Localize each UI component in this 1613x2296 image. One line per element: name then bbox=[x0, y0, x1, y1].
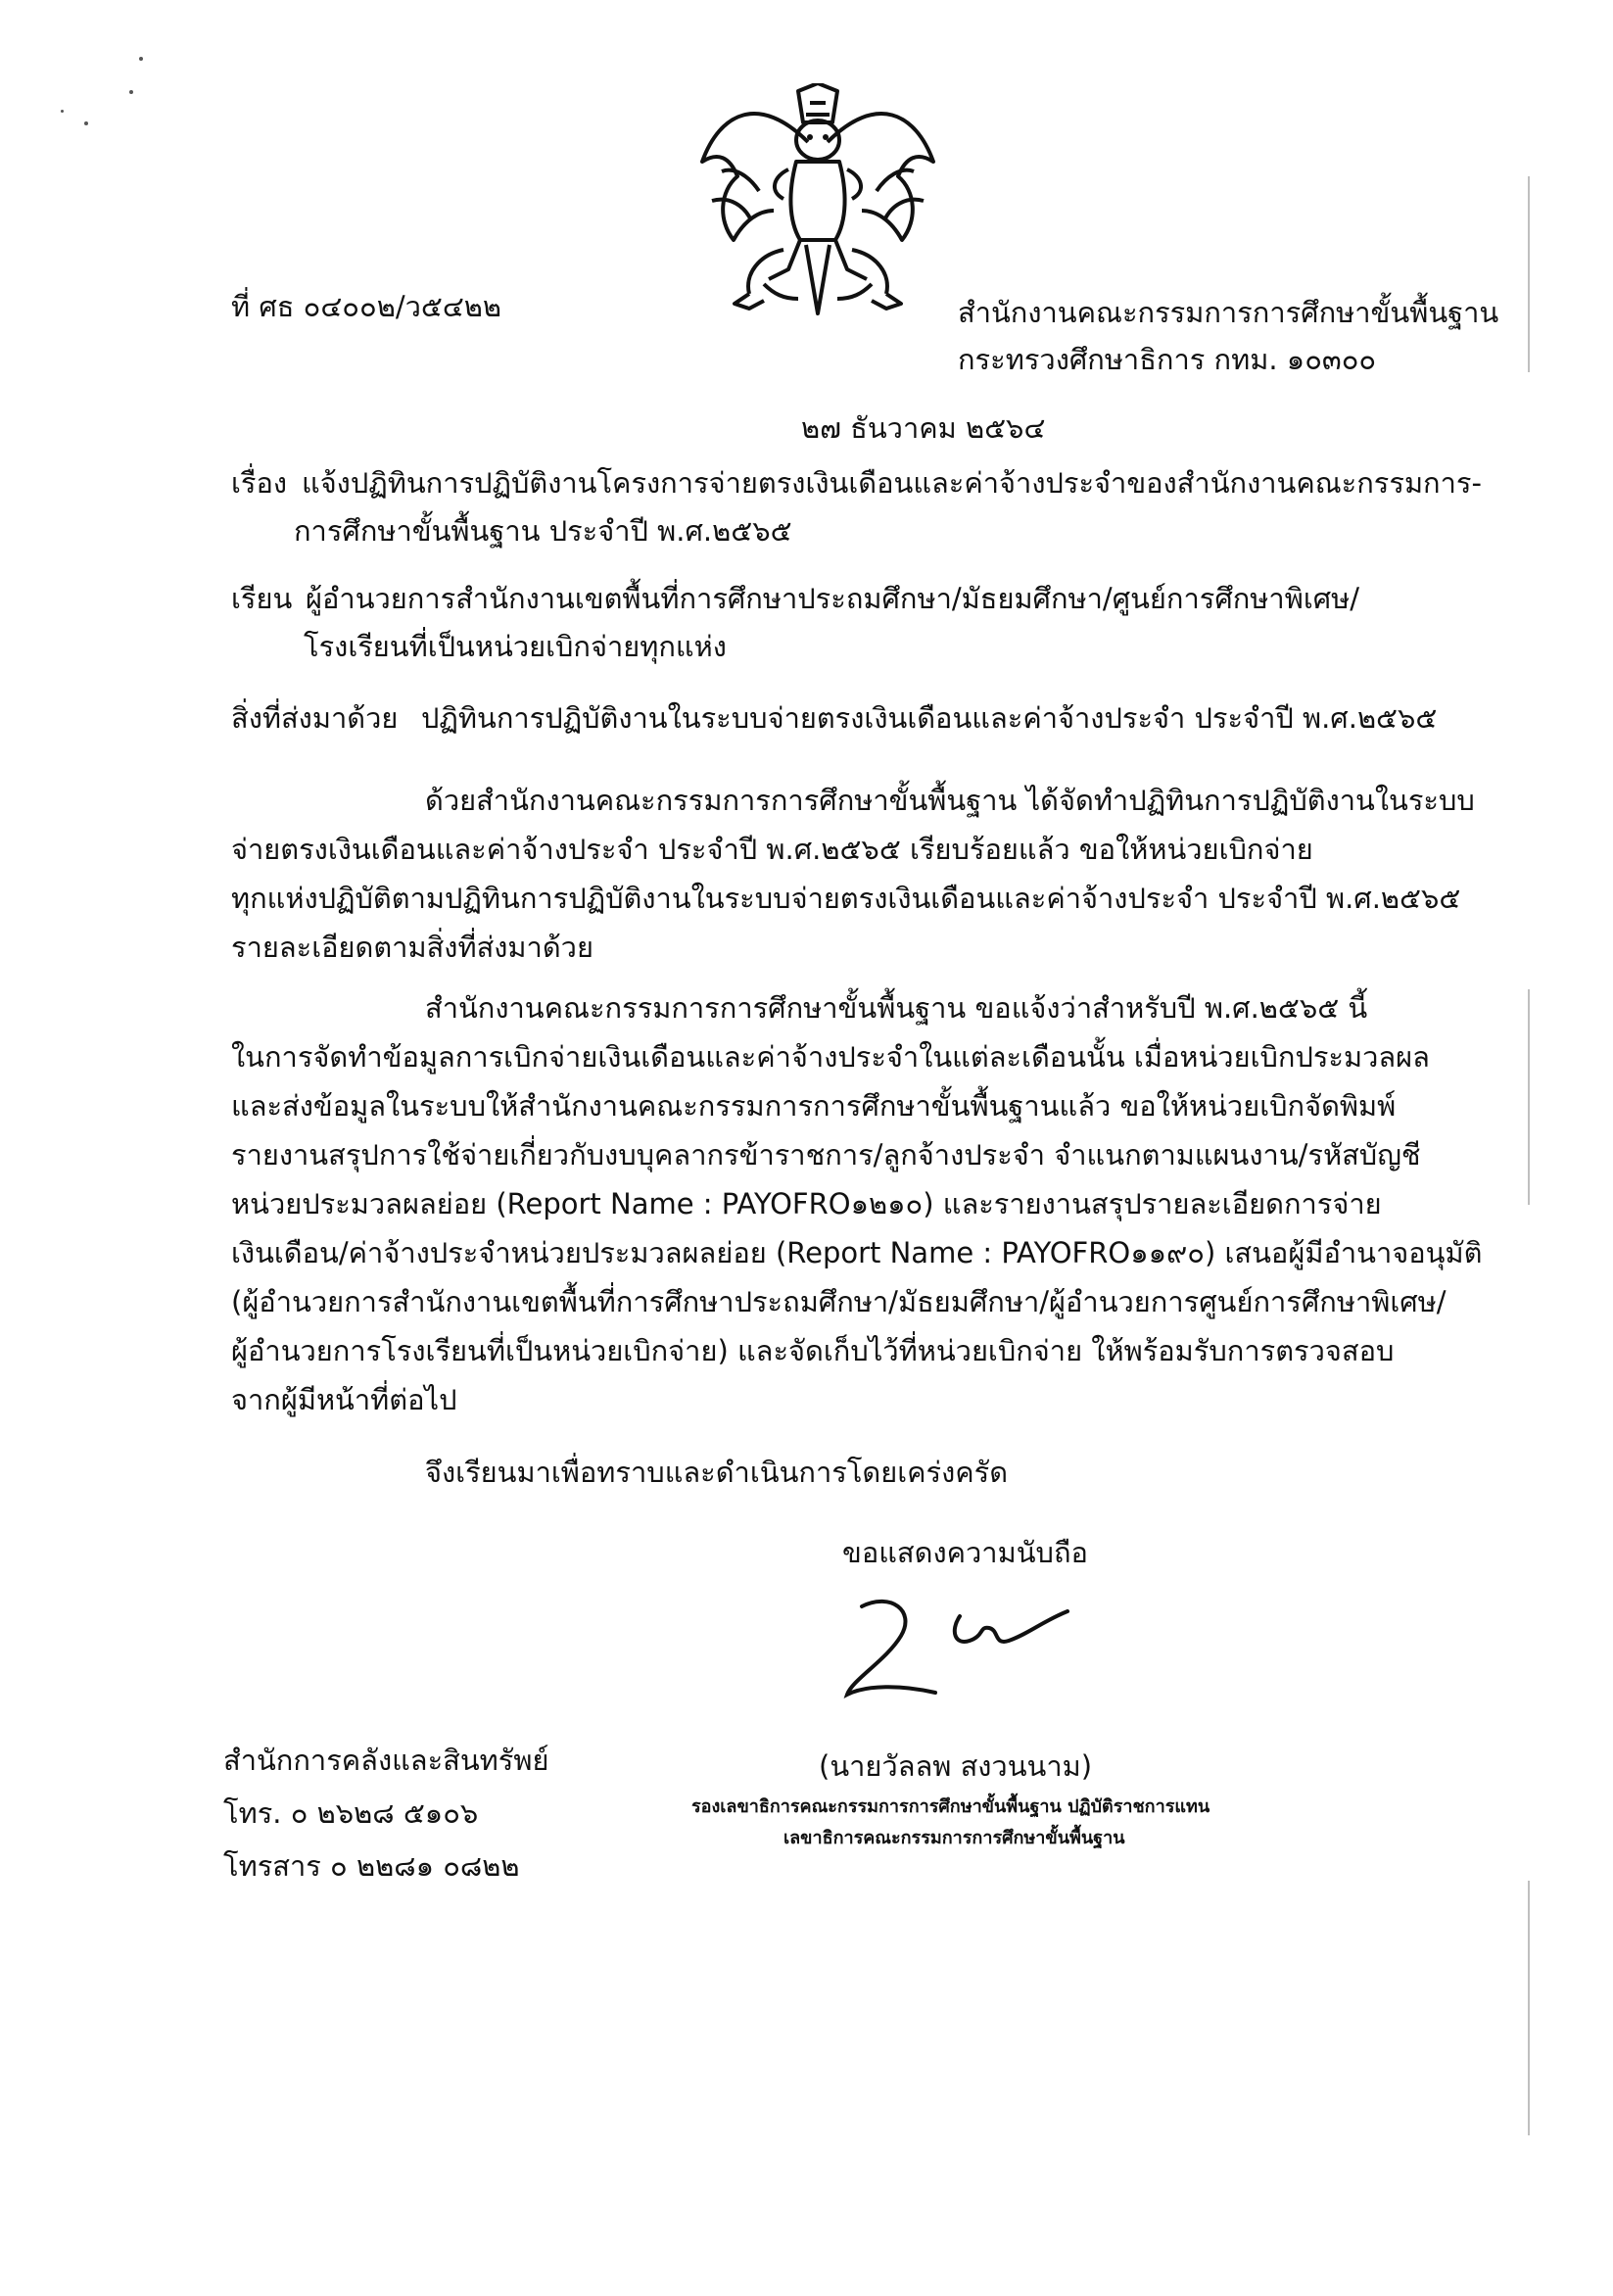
contact-phone: โทร. ๐ ๒๖๒๘ ๕๑๐๖ bbox=[223, 1796, 479, 1830]
scan-speck bbox=[129, 90, 133, 94]
signer-title-line-1: รองเลขาธิการคณะกรรมการการศึกษาขั้นพื้นฐาน ปฏิบัติราชการแทน bbox=[691, 1796, 1210, 1817]
paragraph-2-line: เงินเดือน/ค่าจ้างประจำหน่วยประมวลผลย่อย (Report Name : PAYOFRO๑๑๙๐) เสนอผู้มีอำนาจอนุมัติ bbox=[231, 1236, 1483, 1269]
subject-line-1: แจ้งปฏิทินการปฏิบัติงานโครงการจ่ายตรงเงินเดือนและค่าจ้างประจำของสำนักงานคณะกรรมการ- bbox=[302, 466, 1482, 500]
garuda-emblem bbox=[690, 83, 945, 328]
subject-line-2: การศึกษาขั้นพื้นฐาน ประจำปี พ.ศ.๒๕๖๕ bbox=[294, 514, 792, 548]
paragraph-2-line: หน่วยประมวลผลย่อย (Report Name : PAYOFRO๑๒๑๐) และรายงานสรุปรายละเอียดการจ่าย bbox=[231, 1187, 1382, 1220]
enclosure-text: ปฏิทินการปฏิบัติงานในระบบจ่ายตรงเงินเดือนและค่าจ้างประจำ ประจำปี พ.ศ.๒๕๖๕ bbox=[421, 701, 1438, 735]
subject-label: เรื่อง bbox=[231, 466, 288, 500]
paragraph-2-line: จากผู้มีหน้าที่ต่อไป bbox=[231, 1383, 457, 1416]
paragraph-2-line: (ผู้อำนวยการสำนักงานเขตพื้นที่การศึกษาประถมศึกษา/มัธยมศึกษา/ผู้อำนวยการศูนย์การศึกษาพิเศษ/ bbox=[231, 1285, 1447, 1318]
to-label: เรียน bbox=[231, 582, 293, 615]
paragraph-2-line: ผู้อำนวยการโรงเรียนที่เป็นหน่วยเบิกจ่าย) และจัดเก็บไว้ที่หน่วยเบิกจ่าย ให้พร้อมรับการตรวจสอบ bbox=[231, 1334, 1395, 1367]
closing-text: จึงเรียนมาเพื่อทราบและดำเนินการโดยเคร่งครัด bbox=[425, 1456, 1009, 1489]
paragraph-1-line: รายละเอียดตามสิ่งที่ส่งมาด้วย bbox=[231, 931, 593, 964]
paragraph-1-line: จ่ายตรงเงินเดือนและค่าจ้างประจำ ประจำปี พ.ศ.๒๕๖๕ เรียบร้อยแล้ว ขอให้หน่วยเบิกจ่าย bbox=[231, 833, 1313, 866]
paragraph-2-line: และส่งข้อมูลในระบบให้สำนักงานคณะกรรมการการศึกษาขั้นพื้นฐานแล้ว ขอให้หน่วยเบิกจัดพิมพ์ bbox=[231, 1089, 1397, 1123]
regards-text: ขอแสดงความนับถือ bbox=[842, 1536, 1088, 1569]
paragraph-2-line: รายงานสรุปการใช้จ่ายเกี่ยวกับงบบุคลากรข้าราชการ/ลูกจ้างประจำ จำแนกตามแผนงาน/รหัสบัญชี bbox=[231, 1138, 1421, 1172]
paragraph-1-line: ทุกแห่งปฏิบัติตามปฏิทินการปฏิบัติงานในระบบจ่ายตรงเงินเดือนและค่าจ้างประจำ ประจำปี พ.ศ.๒๕๖๕ bbox=[231, 882, 1461, 915]
fold-mark-bottom bbox=[1528, 1881, 1530, 2135]
paragraph-1-line: ด้วยสำนักงานคณะกรรมการการศึกษาขั้นพื้นฐาน ได้จัดทำปฏิทินการปฏิบัติงานในระบบ bbox=[425, 784, 1475, 817]
document-date: ๒๗ ธันวาคม ๒๕๖๔ bbox=[801, 411, 1046, 445]
signer-name: (นายวัลลพ สงวนนาม) bbox=[819, 1749, 1093, 1783]
contact-fax: โทรสาร ๐ ๒๒๘๑ ๐๘๒๒ bbox=[223, 1849, 520, 1883]
office-name: สำนักงานคณะกรรมการการศึกษาขั้นพื้นฐาน bbox=[958, 296, 1499, 329]
office-address: กระทรวงศึกษาธิการ กทม. ๑๐๓๐๐ bbox=[958, 343, 1377, 376]
to-line-1: ผู้อำนวยการสำนักงานเขตพื้นที่การศึกษาประถมศึกษา/มัธยมศึกษา/ศูนย์การศึกษาพิเศษ/ bbox=[306, 582, 1360, 615]
scan-speck bbox=[61, 110, 64, 113]
fold-mark-middle bbox=[1528, 989, 1530, 1205]
scan-speck bbox=[139, 57, 143, 61]
signer-title-line-2: เลขาธิการคณะกรรมการการศึกษาขั้นพื้นฐาน bbox=[783, 1828, 1125, 1848]
to-line-2: โรงเรียนที่เป็นหน่วยเบิกจ่ายทุกแห่ง bbox=[304, 630, 727, 663]
paragraph-2-line: ในการจัดทำข้อมูลการเบิกจ่ายเงินเดือนและค่าจ้างประจำในแต่ละเดือนนั้น เมื่อหน่วยเบิกประมวลผล bbox=[231, 1040, 1430, 1074]
fold-mark-top bbox=[1528, 176, 1530, 372]
document-number: ที่ ศธ ๐๔๐๐๒/ว๕๔๒๒ bbox=[231, 290, 502, 323]
handwritten-signature bbox=[823, 1587, 1116, 1709]
scan-speck bbox=[84, 121, 88, 125]
enclosure-label: สิ่งที่ส่งมาด้วย bbox=[231, 701, 399, 735]
paragraph-2-line: สำนักงานคณะกรรมการการศึกษาขั้นพื้นฐาน ขอแจ้งว่าสำหรับปี พ.ศ.๒๕๖๕ นี้ bbox=[425, 991, 1368, 1025]
contact-department: สำนักการคลังและสินทรัพย์ bbox=[223, 1744, 549, 1777]
